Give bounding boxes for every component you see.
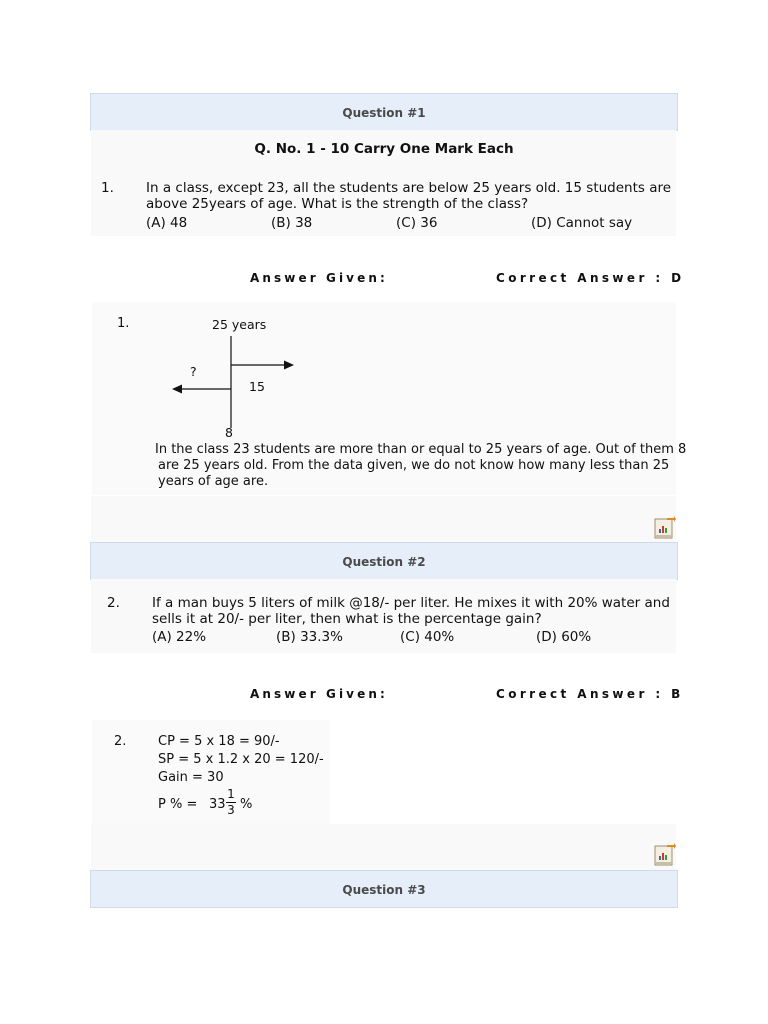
solution-2-cp: CP = 5 x 18 = 90/-	[158, 734, 280, 749]
question-3-header	[90, 870, 678, 908]
fraction-denominator: 3	[227, 803, 235, 817]
question-1-footer	[91, 496, 676, 542]
question-2-option-b: (B) 33.3%	[276, 629, 343, 645]
diagram-top-label: 25 years	[212, 317, 267, 332]
report-chart-icon[interactable]	[654, 843, 676, 867]
question-1-header	[90, 93, 678, 131]
question-2-option-d: (D) 60%	[536, 629, 592, 645]
solution-2-p-label: P % =	[158, 797, 198, 812]
question-1-correct-answer: Correct Answer : D	[496, 271, 685, 285]
question-2-option-c: (C) 40%	[400, 629, 455, 645]
question-1-option-c: (C) 36	[396, 215, 438, 231]
solution-1-line1: In the class 23 students are more than or equal to 25 years of age. Out of them 8	[155, 442, 687, 457]
solution-2-number: 2.	[114, 734, 127, 749]
question-3-title: Question #3	[342, 883, 426, 897]
question-2-text-line1: If a man buys 5 liters of milk @18/- per liter. He mixes it with 20% water and	[152, 595, 670, 611]
diagram-left-label: ?	[190, 364, 197, 379]
solution-2-fraction	[226, 788, 236, 817]
section-title: Q. No. 1 - 10 Carry One Mark Each	[254, 141, 514, 157]
question-1-title: Question #1	[342, 106, 426, 120]
solution-2-sp: SP = 5 x 1.2 x 20 = 120/-	[158, 752, 324, 767]
question-1-text-line2: above 25years of age. What is the strength of the class?	[146, 196, 529, 212]
question-2-title: Question #2	[342, 555, 426, 569]
question-2-footer	[91, 824, 676, 870]
question-1-option-b: (B) 38	[271, 215, 313, 231]
question-2-option-a: (A) 22%	[152, 629, 207, 645]
question-2-header	[90, 542, 678, 580]
question-2-text-line2: sells it at 20/- per liter, then what is the percentage gain?	[152, 611, 542, 627]
fraction-numerator: 1	[227, 787, 235, 801]
solution-1-number: 1.	[117, 316, 130, 331]
question-2-number: 2.	[107, 595, 120, 611]
question-1-answer-given: Answer Given:	[250, 271, 388, 285]
question-1-option-a: (A) 48	[146, 215, 188, 231]
question-2-correct-answer: Correct Answer : B	[496, 687, 684, 701]
solution-2-p-whole: 33	[209, 797, 226, 812]
solution-1-line3: years of age are.	[158, 474, 269, 489]
question-1-option-d: (D) Cannot say	[531, 215, 633, 231]
question-1-number: 1.	[101, 180, 114, 196]
solution-1-line2: are 25 years old. From the data given, we do not know how many less than 25	[158, 458, 670, 473]
diagram-right-label: 15	[249, 379, 265, 394]
solution-2-gain: Gain = 30	[158, 770, 224, 785]
solution-2-p-unit: %	[240, 797, 253, 812]
question-2-answer-given: Answer Given:	[250, 687, 388, 701]
report-chart-icon[interactable]	[654, 516, 676, 540]
diagram-bottom-label: 8	[225, 425, 233, 440]
question-1-text-line1: In a class, except 23, all the students are below 25 years old. 15 students are	[146, 180, 672, 196]
